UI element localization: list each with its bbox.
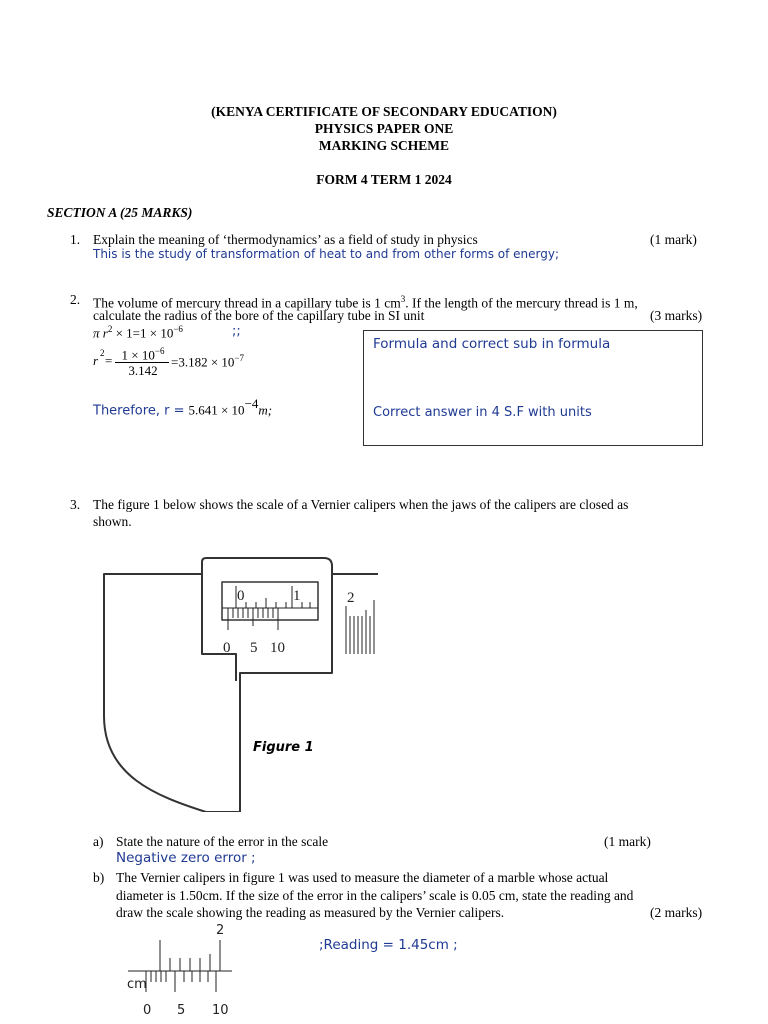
form-term-title: FORM 4 TERM 1 2024 (316, 172, 452, 187)
q2-working-line1: π $r^2 \times 1=1 \times 10^{-6}$ (93, 324, 183, 341)
q2-text-sup: 3 (400, 294, 406, 304)
figure-caption: Figure 1 (253, 740, 314, 755)
vernier-label-0: 0 (223, 640, 231, 656)
q2-text-b: . If the length of the mercury thread is 1 m, (405, 295, 638, 311)
q3a-label: a) (93, 834, 104, 849)
q2-answer-label: Therefore, r = (93, 403, 185, 419)
exam-title: (KENYA CERTIFICATE OF SECONDARY EDUCATION) (211, 104, 557, 119)
q2-answer (93, 396, 272, 419)
q3b-text-line1: The Vernier calipers in figure 1 was used to measure the diameter of a marble whose actual (116, 870, 609, 885)
sketch-label-10: 10 (212, 1003, 229, 1018)
section-heading: SECTION A (25 MARKS) (47, 205, 193, 220)
q3a-text: State the nature of the error in the scale (116, 834, 329, 849)
box-note-formula: Formula and correct sub in formula (373, 336, 611, 352)
box-note-answer: Correct answer in 4 S.F with units (373, 405, 592, 420)
vernier-label-10: 10 (270, 640, 285, 656)
q1-number: 1. (70, 232, 81, 247)
main-scale-label-1: 1 (293, 588, 301, 604)
q3b-text-line3: draw the scale showing the reading as measured by the Vernier calipers. (116, 905, 505, 920)
scheme-title: MARKING SCHEME (318, 138, 450, 153)
sketch-label-5: 5 (177, 1003, 186, 1018)
main-scale-label-2: 2 (347, 590, 355, 606)
main-scale-label-0: 0 (237, 588, 245, 604)
q1-marks: (1 mark) (650, 232, 697, 247)
q3-text: The figure 1 below shows the scale of a Vernier calipers when the jaws of the calipers are closed as (93, 497, 629, 512)
q3-text-line2: shown. (93, 514, 132, 529)
q2-marks: (3 marks) (650, 308, 703, 323)
q1-answer: This is the study of transformation of heat to and from other forms of energy; (93, 247, 560, 261)
q3a-answer: Negative zero error ; (116, 850, 256, 866)
q2-number: 2. (70, 292, 81, 307)
q2-answer-unit: m; (258, 402, 273, 418)
q2-text-a: The volume of mercury thread in a capillary tube is 1 cm (93, 295, 401, 311)
q3b-answer: ;Reading = 1.45cm ; (319, 937, 458, 953)
q3b-text-line2: diameter is 1.50cm. If the size of the error in the calipers’ scale is 0.05 cm, state the reading and (116, 888, 634, 903)
vernier-calipers-figure (96, 556, 380, 812)
marking-notes-box (363, 330, 703, 446)
vernier-reading-sketch (120, 920, 240, 1020)
q3a-marks: (1 mark) (604, 834, 651, 849)
q2-text-line2: calculate the radius of the bore of the capillary tube in SI unit (93, 308, 425, 323)
q2-answer-exp: −4 (244, 396, 259, 411)
vernier-label-5: 5 (250, 640, 258, 656)
sketch-unit-label: cm (127, 977, 147, 992)
q3b-marks: (2 marks) (650, 905, 703, 920)
q3-number: 3. (70, 497, 81, 512)
q1-text: Explain the meaning of ‘thermodynamics’ as a field of study in physics (93, 232, 478, 247)
q2-working-ticks: ;; (232, 324, 241, 339)
q3b-label: b) (93, 870, 105, 885)
paper-title: PHYSICS PAPER ONE (314, 121, 454, 136)
q2-answer-value: 5.641 × 10 (188, 402, 245, 418)
sketch-label-0: 0 (143, 1003, 152, 1018)
sketch-label-2: 2 (216, 923, 225, 938)
